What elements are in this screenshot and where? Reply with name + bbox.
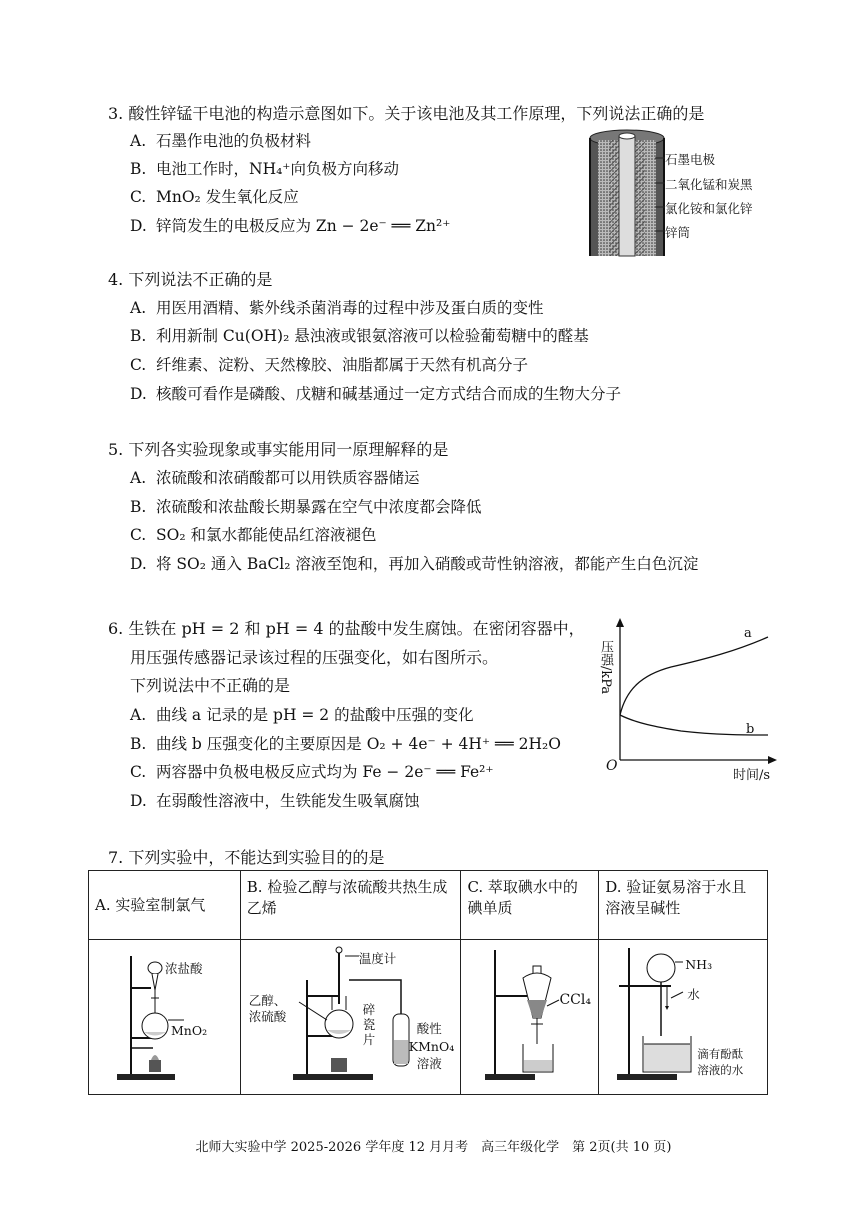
label-water: 水 [687, 987, 700, 1002]
x-axis-arrow [768, 756, 777, 764]
graph-xlabel: 时间/s [733, 768, 771, 783]
label-zinc-can: 锌筒 [665, 225, 691, 240]
q6-option-d: D. 在弱酸性溶液中，生铁能发生吸氧腐蚀 [130, 792, 420, 810]
q5-stem: 5. 下列各实验现象或事实能用同一原理解释的是 [108, 440, 449, 459]
q6-option-a: A. 曲线 a 记录的是 pH = 2 的盐酸中压强的变化 [130, 706, 474, 724]
q3-option-d: D. 锌筒发生的电极反应为 Zn − 2e⁻ ══ Zn²⁺ [130, 217, 451, 235]
chlorine-apparatus-drawing [89, 940, 239, 1090]
label-solution-water: 溶液的水 [697, 1063, 744, 1077]
q4-option-b: B. 利用新制 Cu(OH)₂ 悬浊液或银氨溶液可以检验葡萄糖中的醛基 [130, 327, 589, 345]
q5-option-d: D. 将 SO₂ 通入 BaCl₂ 溶液至饱和，再加入硝酸或苛性钠溶液，都能产生白色沉淀 [130, 555, 699, 573]
page-footer: 北师大实验中学 2025-2026 学年度 12 月月考 高三年级化学 第 2页(共 10 页) [195, 1140, 672, 1155]
apparatus-a [89, 940, 241, 1095]
label-solution: 溶液 [416, 1056, 442, 1071]
label-nh3: NH₃ [685, 957, 713, 972]
curve-b-label: b [746, 722, 755, 737]
header-b: B. 检验乙醇与浓硫酸共热生成乙烯 [240, 871, 461, 940]
label-mno2-carbon: 二氧化锰和炭黑 [665, 177, 753, 192]
graph-ylabel: 压强/kPa [598, 640, 613, 695]
q7-stem: 7. 下列实验中，不能达到实验目的的是 [108, 848, 385, 867]
extraction-apparatus-drawing [461, 940, 597, 1090]
q6-option-b: B. 曲线 b 压强变化的主要原因是 O₂ + 4e⁻ + 4H⁺ ══ 2H₂O [130, 735, 561, 753]
q6-stem-line-3: 下列说法中不正确的是 [130, 676, 291, 695]
q4-stem: 4. 下列说法不正确的是 [108, 270, 273, 289]
graph-origin: O [606, 758, 618, 774]
q3-option-c: C. MnO₂ 发生氧化反应 [130, 188, 299, 206]
label-ccl4: CCl₄ [559, 992, 591, 1008]
q5-option-a: A. 浓硫酸和浓硝酸都可以用铁质容器储运 [130, 469, 420, 487]
experiment-table [88, 870, 768, 1095]
label-conc-sulfuric: 浓硫酸 [248, 1009, 287, 1024]
header-d: D. 验证氨易溶于水且溶液呈碱性 [599, 871, 768, 940]
q5-option-b: B. 浓硫酸和浓盐酸长期暴露在空气中浓度都会降低 [130, 498, 482, 516]
q6-option-c: C. 两容器中负极电极反应式均为 Fe − 2e⁻ ══ Fe²⁺ [130, 763, 494, 781]
q4-option-a: A. 用医用酒精、紫外线杀菌消毒的过程中涉及蛋白质的变性 [130, 299, 544, 317]
label-thermometer: 温度计 [358, 951, 397, 966]
q5-option-c: C. SO₂ 和氯水都能使品红溶液褪色 [130, 526, 377, 544]
label-acidic: 酸性 [416, 1021, 442, 1036]
q6-stem-line-1: 6. 生铁在 pH = 2 和 pH = 4 的盐酸中发生腐蚀。在密闭容器中， [108, 619, 585, 638]
label-mno2: MnO₂ [171, 1023, 208, 1038]
label-nh4cl-zncl2: 氯化铵和氯化锌 [665, 201, 753, 216]
header-a: A. 实验室制氯气 [89, 871, 241, 940]
apparatus-d [599, 940, 768, 1095]
y-axis-arrow [616, 618, 624, 627]
battery-leader-lines [655, 150, 665, 240]
q4-option-c: C. 纤维素、淀粉、天然橡胶、油脂都属于天然有机高分子 [130, 356, 529, 374]
apparatus-c [461, 940, 599, 1095]
q6-stem-line-2: 用压强传感器记录该过程的压强变化，如右图所示。 [130, 648, 499, 667]
q4-option-d: D. 核酸可看作是磷酸、戊糖和碱基通过一定方式结合而成的生物大分子 [130, 385, 622, 403]
label-broken-porcelain: 碎瓷片 [362, 1002, 376, 1047]
label-ethanol: 乙醇、 [248, 993, 287, 1008]
q3-option-a: A. 石墨作电池的负极材料 [130, 132, 312, 150]
q3-stem: 3. 酸性锌锰干电池的构造示意图如下。关于该电池及其工作原理，下列说法正确的是 [108, 104, 705, 123]
label-graphite-electrode: 石墨电极 [665, 152, 716, 167]
pressure-time-graph [596, 615, 780, 785]
curve-a [620, 637, 768, 715]
header-c: C. 萃取碘水中的碘单质 [461, 871, 599, 940]
label-kmno4: KMnO₄ [408, 1039, 455, 1054]
apparatus-b [240, 940, 461, 1095]
label-phenolphthalein: 滴有酚酞 [697, 1047, 744, 1061]
curve-a-label: a [744, 626, 752, 641]
label-conc-hcl: 浓盐酸 [165, 961, 203, 976]
q3-option-b: B. 电池工作时，NH₄⁺向负极方向移动 [130, 160, 399, 178]
